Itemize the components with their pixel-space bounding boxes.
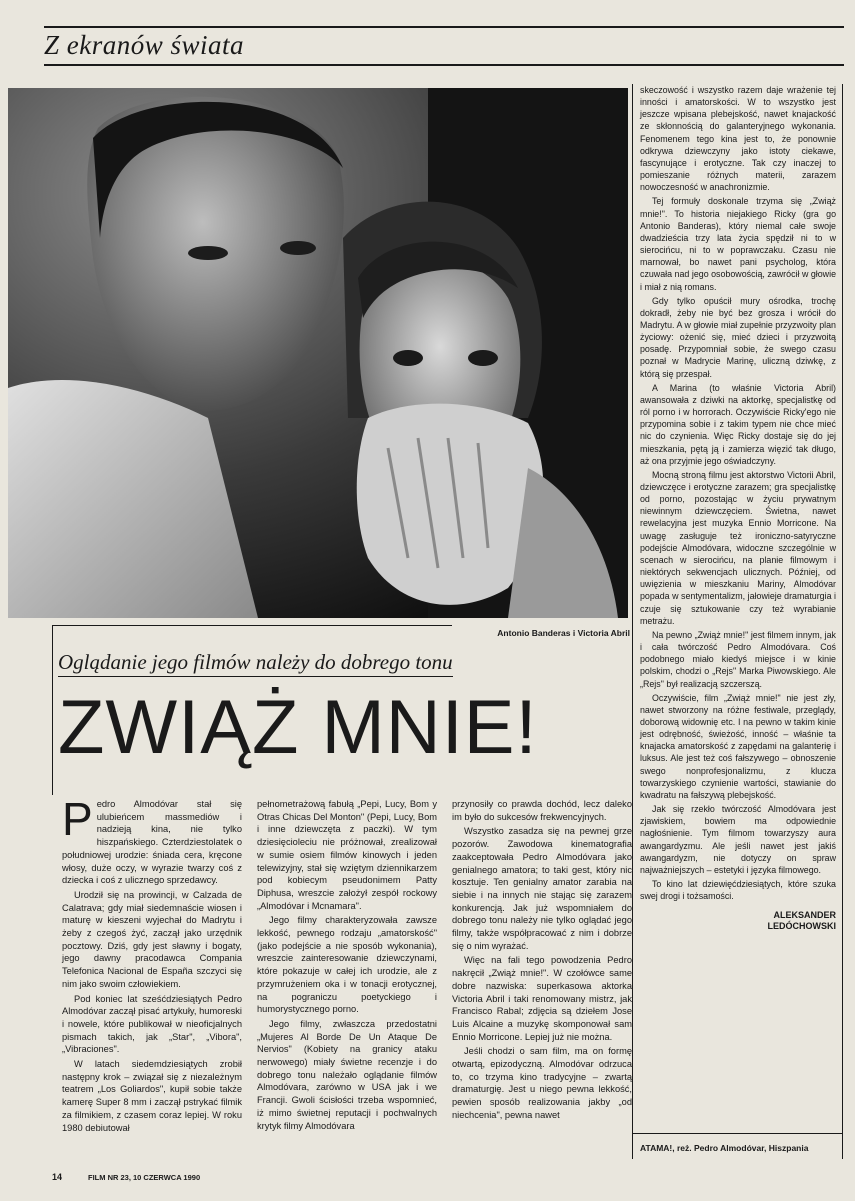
paragraph: Tej formuły doskonale trzyma się „Zwiąż mnie!". To historia niejakiego Ricky (gra go Antonio Banderas), który niemal całe swoje dwadzieścia trzy lata życia spędził ni to w sierocińcu, ni to w poprawczaku. Czasu nie marnował, bo nawet pani psycholog, która czuwała nad jego osobowością, zawrócił w głowie i miał z nią romans. (640, 196, 836, 292)
paragraph: A Marina (to właśnie Victoria Abril) awansowała z dziwki na aktorkę, specjalistkę od ról porno i w horrorach. Oczywiście Ricky'ego nie przypomina sobie i z takim typem nie chce mieć nic do czynienia. Więc Ricky dostaje się do jej mieszkania, pętą ją i zamierza więzić tak długo, aż ona przyjmie jego oświadczyny. (640, 382, 836, 466)
left-frame-line (52, 625, 53, 795)
paragraph: Więc na fali tego powodzenia Pedro nakręcił „Zwiąż mnie!". W czołówce same dobre nazwiska: superkasowa aktorka Victoria Abril i taki renomowany mistrz, jak Francisco Rabal; zdjęcia są dziełem Jose Luis Alcaine a muzykę skomponował sam Ennio Morricone. Lepiej już nie można. (452, 955, 632, 1042)
paragraph: W latach siedemdziesiątych zrobił następny krok – związał się z niezależnym teatrem „Los Goliardos", kupił sobie także kamerę Super 8 mm i zaczął pstrykać filmik za filmikiem, z czasem coraz lepiej. W roku 1980 debiutował (62, 1059, 242, 1133)
frame-top-line (52, 625, 452, 626)
paragraph: Mocną stroną filmu jest aktorstwo Victorii Abril, dziewczęce i erotyczne zarazem; gra specjalistkę od porno, pozostając w życiu prywatnym niewinnym dziewczęciem. Świetna, nawet rewelacyjna jest muzyka Ennio Morricone. Na uwagę zasługuje też ironiczno-satyryczne podejście Almodóvara, widoczne szczególnie w scenach w sierocińcu, na planie filmowym i niektórych sekwencjach ulicznych. Później, od uwięzienia w mieszkaniu Mariny, Almodóvar popada w sentymentalizm, jałowieje dramaturgia i czuje się sztukowanie czy też wyrabianie metrażu. (640, 469, 836, 626)
paragraph: Jego filmy charakteryzowała zawsze lekkość, pewnego rodzaju „amatorskość" (jako podejście a nie sposób wykonania), wreszcie zainteresowanie dziewczynami, które pokazuje w całej ich urodzie, ale z przymrużeniem oka i w tonacji erotycznej, na pograniczu poetyckiego i humorystycznego porno. (257, 915, 437, 1015)
article-subtitle: Oglądanie jego filmów należy do dobrego tonu (58, 650, 453, 677)
page-number: 14 (52, 1172, 63, 1182)
paragraph: To kino lat dziewięćdziesiątych, które szuka swej drogi i tożsamości. (640, 879, 836, 902)
photo-caption: Antonio Banderas i Victoria Abril (497, 628, 630, 638)
column-4-left-line (632, 84, 633, 1159)
paragraph: Gdy tylko opuścił mury ośrodka, trochę dokradł, żeby nie być bez grosza i wrócił do Madrytu. A w głowie miał zupełnie przyzwoity plan życiowy: ożenić się, mieć dzieci i przyzwoitą posadę. Przypomniał sobie, że swego czasu poznał w Madrycie Marinę, uliczną dziwkę, z którą się przespał. (640, 295, 836, 379)
section-rule (44, 64, 844, 66)
column-2 (257, 798, 437, 1132)
author-signature (640, 910, 836, 932)
author-last-name: LEDÓCHOWSKI (767, 921, 836, 932)
paragraph: Oczywiście, film „Zwiąż mnie!" nie jest zły, nawet stworzony na różne festiwale, przeglądy, doborową widownię etc. I na pewno w takim kinie jest odrębność, świeżość, inność – właśnie ta knajacka amatorskość z zapędami na galanterię i luksus. Ale jest też coś fałszywego – obnoszenie swego nonprofesjonalizmu, z klucza towarzyskiego czynienie wartości, stawianie do kwadratu na fałszywą plebejskość. (640, 692, 836, 800)
paragraph: przynosiły co prawda dochód, lecz daleko im było do sukcesów frekwencyjnych. (452, 799, 632, 822)
paragraph: pełnometrażową fabułą „Pepi, Lucy, Bom y Otras Chicas Del Monton" (Pepi, Lucy, Bom i inne dziewczęta z paczki). W tym dziesięcioleciu nie próżnował, zrealizował w sumie osiem filmów kinowych i jeden telewizyjny, stał się wziętym dziennikarzem pod kobiecym pseudonimem Patty Diphusa, wreszcie założył zespół rockowy „Almodóvar i Mcnamara". (257, 799, 437, 911)
top-rule (44, 26, 844, 28)
paragraph: Urodził się na prowincji, w Calzada de Calatrava; gdy miał siedemnaście wiosen i maturę w kieszeni wyjechał do Madrytu i żeby z czegoś żyć, zaczął jako urzędnik pocztowy. Dziś, gdy jest sławny i bogaty, jego dawny pracodawca Compania Telefonica Nacional de España szczyci się nim jako swoim człowiekiem. (62, 889, 242, 989)
column-1 (62, 793, 242, 1134)
drop-cap: P (62, 793, 93, 845)
paragraph: Jak się rzekło twórczość Almodóvara jest zjawiskiem, bowiem ma odpowiednie nagłośnienie. Tym filmom towarzyszy aura awangardyzmu. Ale jeśli nawet jest jakiś awangardyzm, nie dotyczy on spraw najważniejszych – estetyki i języka filmowego. (640, 804, 836, 875)
article-headline: ZWIĄŻ MNIE! (58, 685, 538, 770)
film-still-illustration (8, 88, 628, 618)
column-4-right-line (842, 84, 843, 1159)
paragraph: Pod koniec lat sześćdziesiątych Pedro Almodóvar zaczął pisać artykuły, humoreski i nowele, które publikował w nieoficjalnych pismach takich, jak „Star", „Vibora", „Vibraciones". (62, 993, 242, 1055)
column-4 (640, 84, 836, 932)
paragraph: Jeśli chodzi o sam film, ma on formę otwartą, epizodyczną. Almodóvar odrzuca to, co trzyma kino tradycyjne – zwartą dramaturgię. Jest u niego pewna lekkość, pewien sposób realizowania jakby „od niechcenia", pewna nawet (452, 1046, 632, 1120)
issue-line: FILM NR 23, 10 CZERWCA 1990 (88, 1173, 201, 1182)
film-still-photo (8, 88, 628, 618)
column-3 (452, 798, 632, 1122)
author-first-name: ALEKSANDER (773, 910, 836, 921)
paragraph: Jego filmy, zwłaszcza przedostatni „Mujeres Al Borde De Un Ataque De Nervios" (Kobiety na granicy ataku nerwowego) miały świetne recenzje i do dobrego tonu należało oglądanie filmów Almodóvara, zarówno w USA jak i we Francji. Gwoli ścisłości trzeba wspomnieć, iż mimo świetnej reputacji i pochwalnych krytyk filmy Almodóvara (257, 1018, 437, 1131)
film-credit-caption: ATAMA!, reż. Pedro Almodóvar, Hiszpania (640, 1143, 809, 1153)
paragraph: Wszystko zasadza się na pewnej grze pozorów. Zawodowa kinematografia zaakceptowała Pedro Almodóvara jako genialnego amatora; to taki gest, który nic kosztuje. Ten genialny amator zarabia na siebie i na innych nie stając się zarazem konkurencją. Jak już wspomniałem do dobrego tonu należy nie tylko oglądać jego filmy, także współpracować z nim i dobrze się o nim wyrażać. (452, 826, 632, 951)
paragraph: Na pewno „Zwiąż mnie!" jest filmem innym, jak i cała twórczość Pedro Almodóvara. Coś podobnego miało kiedyś miejsce i w kinie polskim, chodzi o „Rejs" Marka Piwowskiego. Ale „Rejs" był realizacją szczerszą. (640, 629, 836, 689)
paragraph: edro Almodóvar stał się ulubieńcem massmediów i nadzieją kina, nie tylko hiszpańskiego. Czterdziestolatek o południowej urodzie: śniada cera, kręcone włosy, duże oczy, w wyrazie twarzy coś z dziecka i coś z ulicznego sprzedawcy. (62, 799, 242, 886)
paragraph: skeczowość i wszystko razem daje wrażenie tej inności i amatorskości. W to wszystko jest jeszcze wpisana plebejskość, nawet knajackość ze skłonnością do galanteryjnego wykonania. Fenomenem tego kina jest to, że ponownie odkrywa dziewczyny jako istoty ciekawe, fascynujące i erotyczne. Tak czy inaczej to pomieszanie różnych materii, zarazem nowoczesność w anachronizmie. (640, 85, 836, 193)
section-title: Z ekranów świata (44, 30, 245, 60)
column-4-bottom-line (632, 1133, 842, 1134)
